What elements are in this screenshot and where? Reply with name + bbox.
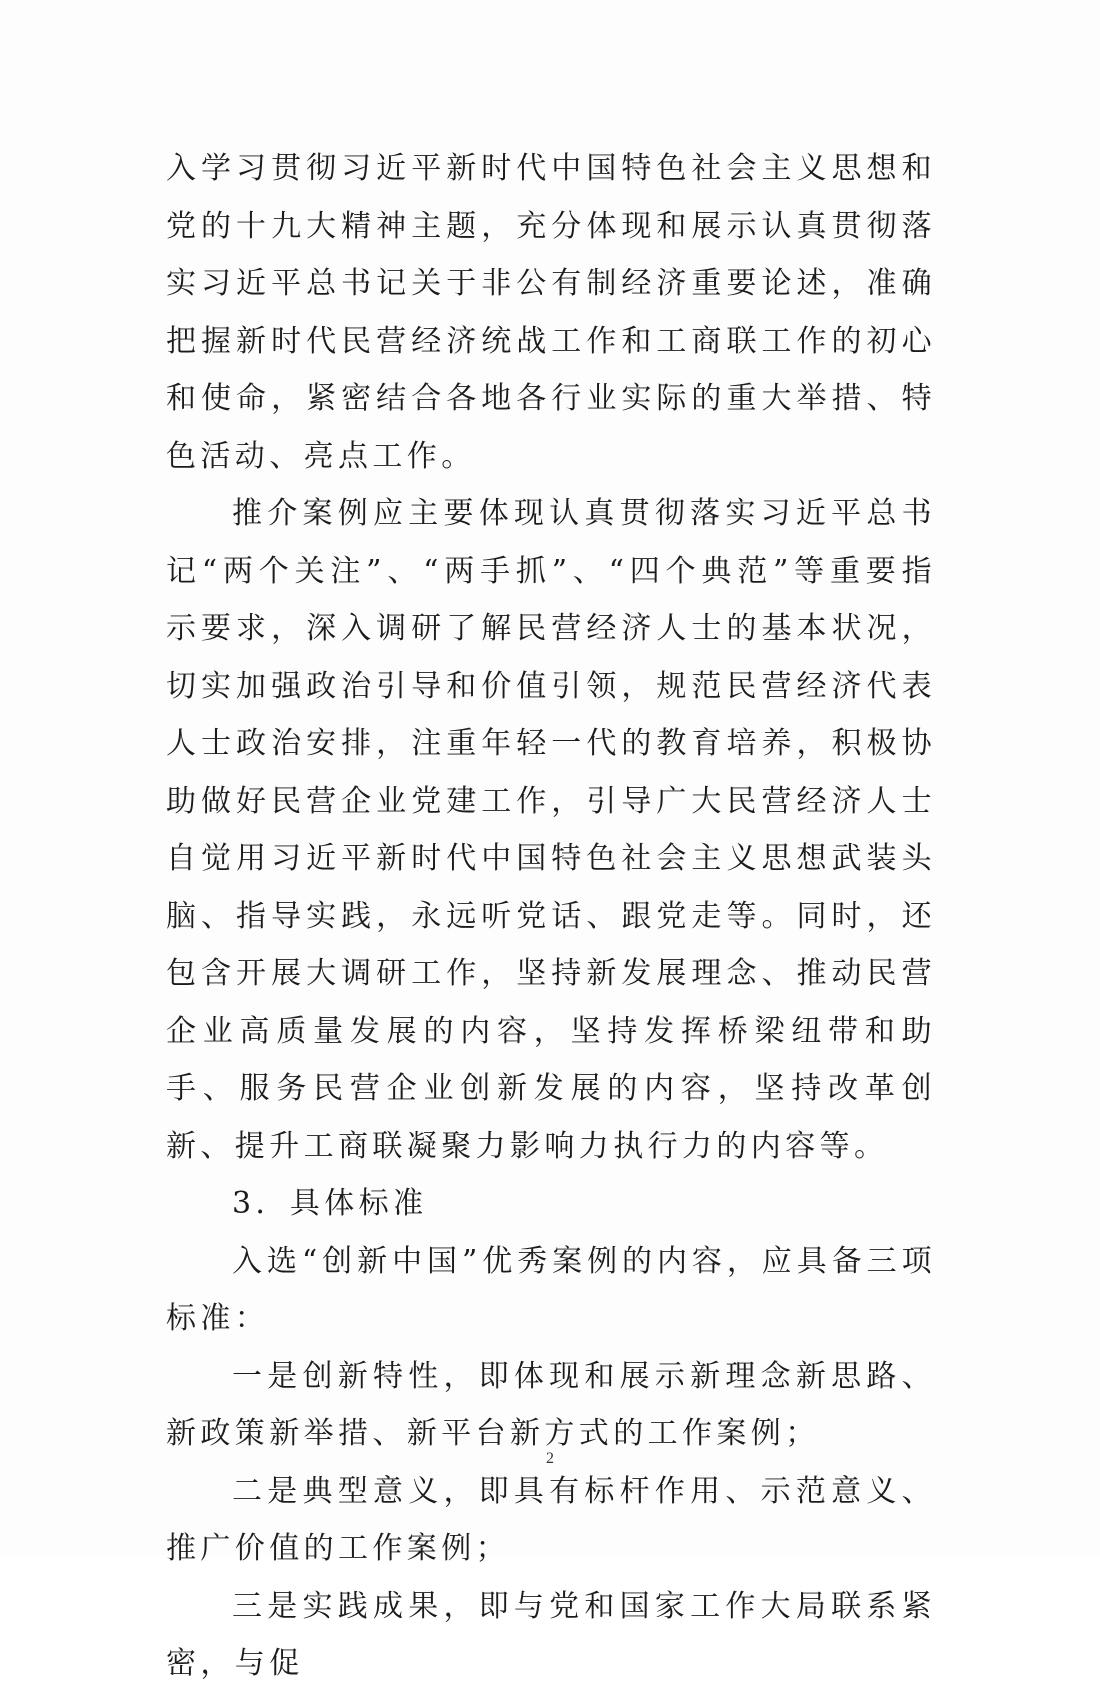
page-number: 2: [546, 1450, 554, 1467]
section-heading-specific-standards: 3．具体标准: [232, 1186, 428, 1221]
paragraph-case-content: 推介案例应主要体现认真贯彻落实习近平总书记“两个关注”、“两手抓”、“四个典范”等重要指示要求，深入调研了解民营经济人士的基本状况，切实加强政治引导和价值引领，规范民营经济代表人士政治安排，注重年轻一代的教育培养，积极协助做好民营企业党建工作，引导广大民营经济人士自觉用习近平新时代中国特色社会主义思想武装头脑、指导实践，永远听党话、跟党走等。同时，还包含开展大调研工作，坚持新发展理念、推动民营企业高质量发展的内容，坚持发挥桥梁纽带和助手、服务民营企业创新发展的内容，坚持改革创新、提升工商联凝聚力影响力执行力的内容等。: [166, 496, 936, 1164]
paragraph-standard-typical: 二是典型意义，即具有标杆作用、示范意义、推广价值的工作案例；: [166, 1473, 936, 1566]
paragraph-standards-intro: 入选“创新中国”优秀案例的内容，应具备三项标准：: [166, 1243, 936, 1336]
paragraph-continuation: 入学习贯彻习近平新时代中国特色社会主义思想和党的十九大精神主题，充分体现和展示认真贯彻落实习近平总书记关于非公有制经济重要论述，准确把握新时代民营经济统战工作和工商联工作的初心和使命，紧密结合各地各行业实际的重大举措、特色活动、亮点工作。: [166, 151, 936, 474]
paragraph-standard-innovation: 一是创新特性，即体现和展示新理念新思路、新政策新举措、新平台新方式的工作案例；: [166, 1358, 936, 1451]
paragraph-standard-practice: 三是实践成果，即与党和国家工作大局联系紧密，与促: [166, 1588, 936, 1681]
